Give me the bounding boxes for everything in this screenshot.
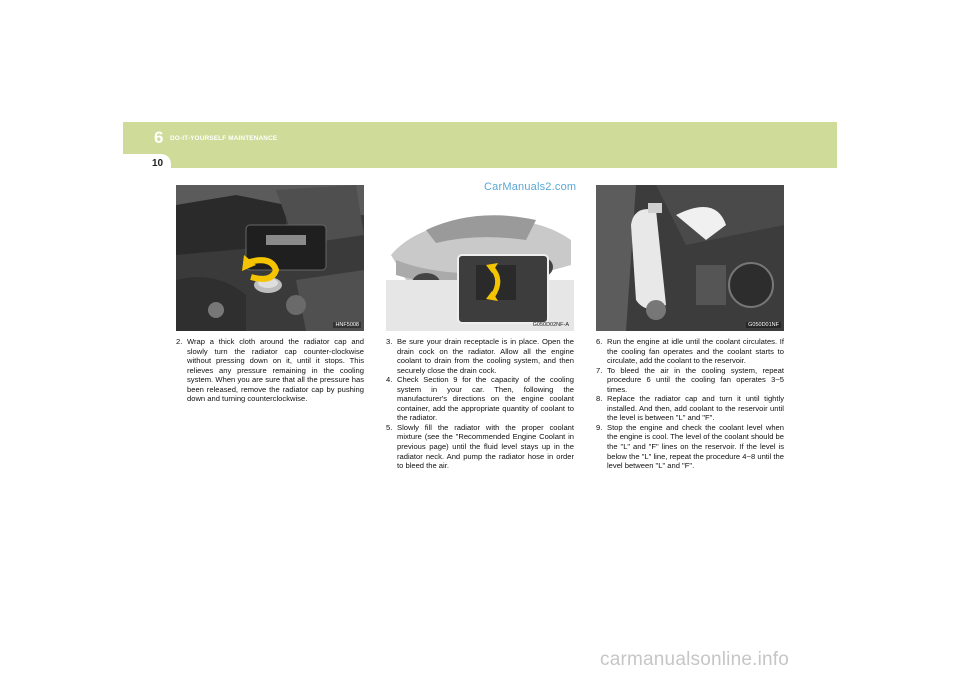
step-text: Check Section 9 for the capacity of the cooling system in your car. Then, following the manufacturer's directions on the engine coolant container, add the appropriate quantity of coolant to the radiator. (397, 375, 574, 423)
step-number: 3. (386, 337, 393, 346)
step-number: 9. (596, 422, 603, 432)
step-text: To bleed the air in the cooling system, repeat procedure 6 until the cooling fan operates 3~5 times. (607, 365, 784, 394)
chapter-title: DO-IT-YOURSELF MAINTENANCE (170, 135, 278, 142)
chapter-number: 6 (154, 128, 164, 147)
step-text: Replace the radiator cap and turn it until tightly installed. And then, add coolant to the reservoir until the level is between "L" and "F". (607, 394, 784, 423)
step-item (386, 423, 574, 471)
watermark-text: CarManuals2.com (484, 181, 577, 193)
figure-coolant-reservoir (596, 185, 784, 331)
figure-drain-cock (386, 185, 574, 331)
figure-code: G050D01NF (748, 322, 779, 328)
text-column-2 (386, 337, 574, 471)
step-item (386, 375, 574, 423)
footer-url[interactable]: carmanualsonline.info (600, 649, 790, 670)
step-item (596, 394, 784, 423)
step-number: 2. (176, 337, 183, 346)
step-text: Slowly fill the radiator with the proper coolant mixture (see the "Recommended Engine Coolant in previous page) until the fluid level stays up in the radiator neck. And pump the radiator hose in order to bleed the air. (397, 422, 574, 471)
step-text: Stop the engine and check the coolant level when the engine is cool. The level of the coolant should be the "L" and "F" lines on the reservoir. If the level is below the "L" line, repeat the procedure 4~8 until the level between "L" and "F". (607, 422, 784, 471)
text-column-1 (176, 337, 364, 404)
engine-bay-photo (176, 185, 364, 331)
step-number: 4. (386, 375, 393, 385)
step-number: 7. (596, 365, 603, 375)
step-text: Run the engine at idle until the coolant circulates. If the cooling fan operates and the coolant starts to circulate, add the coolant to the reservoir. (607, 337, 784, 366)
step-text: Wrap a thick cloth around the radiator cap and slowly turn the radiator cap counter-clockwise without pressing down on it, until it stops. This relieves any pressure remaining in the cooling system. When you are sure that all the pressure has been released, remove the radiator cap by pushing down and turning counterclockwise. (187, 337, 364, 404)
figure-code: G050D02NF-A (532, 322, 569, 328)
page-number-tab (123, 154, 171, 170)
step-number: 8. (596, 394, 603, 404)
step-item (176, 337, 364, 404)
figure-code: HNF5008 (335, 322, 359, 328)
step-item (596, 423, 784, 471)
step-item (386, 337, 574, 375)
figure-radiator-cap (176, 185, 364, 331)
header-band (123, 122, 837, 168)
reservoir-photo (596, 185, 784, 331)
step-number: 6. (596, 337, 603, 346)
car-photo (386, 185, 574, 331)
step-item (596, 337, 784, 366)
step-item (596, 366, 784, 395)
step-text: Be sure your drain receptacle is in place. Open the drain cock on the radiator. Allow all the engine coolant to drain from the cooling system, and then securely close the drain cock. (397, 337, 574, 375)
text-column-3 (596, 337, 784, 471)
page-number: 10 (152, 158, 164, 169)
step-number: 5. (386, 422, 393, 432)
